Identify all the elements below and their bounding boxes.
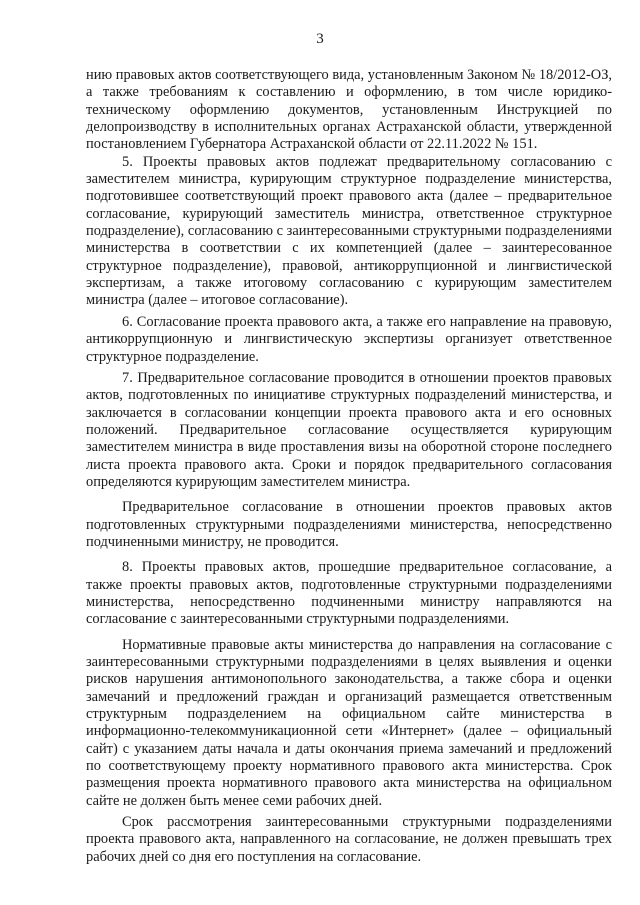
paragraph-item-7: 7. Предварительное согласование проводится в отношении проектов правовых актов, подготовленных по инициативе структурных подразделений министерства, и заключается в согласовании концепции проекта правового акта и его основных положений. Предварительное согласование осуществляется курирующим заместителем министра в виде проставления визы на оборотной стороне последнего листа проекта правового акта. Сроки и порядок предварительного согласования определяются курирующим заместителем министра. [86, 369, 612, 490]
page-number: 3 [316, 31, 324, 47]
paragraph-item-8-normative: Нормативные правовые акты министерства до направления на согласование с заинтересованными структурными подразделениями в целях выявления и оценки рисков нарушения антимонопольного законодательства, а также сбора и оценки замечаний и предложений граждан и организаций размещается ответственным структурным подразделением на официальном сайте министерства в информационно-телекоммуникационной сети «Интернет» (далее – официальный сайт) с указанием даты начала и даты окончания приема замечаний и предложений по соответствующему проекту нормативного правового акта министерства. Срок размещения проекта нормативного правового акта министерства на официальном сайте не должен быть менее семи рабочих дней. [86, 636, 612, 809]
paragraph-continuation: нию правовых актов соответствующего вида, установленным Законом № 18/2012-ОЗ, а также требованиям к составлению и оформлению, в том числе юридико-техническому оформлению документов, установленным Инструкцией по делопроизводству в исполнительных органах Астраханской области, утвержденной постановлением Губернатора Астраханской области от 22.11.2022 № 151. [86, 67, 612, 153]
paragraph-item-6: 6. Согласование проекта правового акта, а также его направление на правовую, антикоррупционную и лингвистическую экспертизы организует ответственное структурное подразделение. [86, 313, 612, 365]
paragraph-item-7-note: Предварительное согласование в отношении проектов правовых актов подготовленных структурными подразделениями министерства, непосредственно подчиненными министру, не проводится. [86, 499, 612, 550]
paragraph-review-period: Срок рассмотрения заинтересованными структурными подразделениями проекта правового акта, направленного на согласование, не должен превышать трех рабочих дней со дня его поступления на согласование. [86, 814, 612, 865]
paragraph-item-8: 8. Проекты правовых актов, прошедшие предварительное согласование, а также проекты правовых актов, подготовленные структурными подразделениями министерства, непосредственно подчиненными министру направляются на согласование с заинтересованными структурными подразделениями. [86, 559, 612, 628]
document-body [86, 67, 612, 866]
paragraph-item-5: 5. Проекты правовых актов подлежат предварительному согласованию с заместителем министра, курирующим структурное подразделение министерства, подготовившее соответствующий проект правового акта (далее – предварительное согласование, курирующий заместитель министра, ответственное структурное подразделение), согласованию с заинтересованными структурными подразделениями министерства в соответствии с их компетенцией (далее – заинтересованное структурное подразделение), правовой, антикоррупционной и лингвистической экспертизам, а также итоговому согласованию с курирующим заместителем министра (далее – итоговое согласование). [86, 153, 612, 309]
